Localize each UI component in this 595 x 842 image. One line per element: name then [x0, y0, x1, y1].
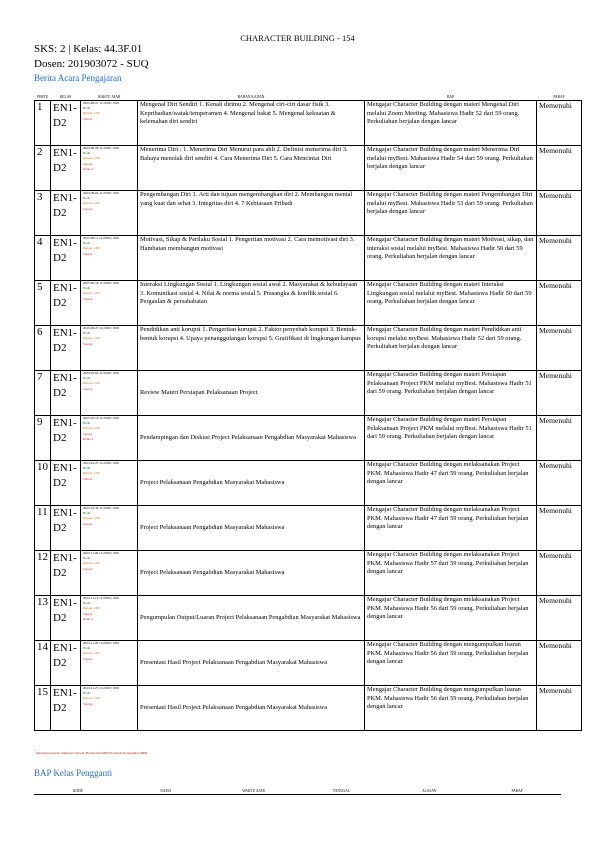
row-pertemuan: 10	[35, 461, 51, 506]
row-bahan-kajian: Presentasi Hasil Project Pelaksanaan Pengabdian Masyarakat Mahasiswa	[138, 686, 365, 731]
col-header-paraf-2: PARAF	[473, 788, 561, 795]
row-kelas: EN1-D2	[51, 101, 81, 146]
row-bahan-kajian: Pengembangan Diri 1. Arti dan tujuan mengembangkan diri 2. Membangun mental yang kuat dan sehat 3. Integritas diri 4. 7 Kebiasaan Pribadi	[138, 191, 365, 236]
row-bahan-kajian: Menerima Diri : 1. Menerima Diri Menurut para ahli 2. Definisi menerima diri 3. Bahaya menolak diri sendiri 4. Cara Menerima Diri 5. Cara Mencintai Diri	[138, 146, 365, 191]
table-row	[35, 506, 582, 551]
row-waktu-status: Selesai	[83, 476, 93, 481]
row-kelas: EN1-D2	[51, 686, 81, 731]
row-bahan-kajian: Project Pelaksanaan Pengabdian Masyarakat Mahasiswa	[138, 461, 365, 506]
row-waktu-hadir: Hadir	[83, 106, 91, 111]
row-waktu	[81, 371, 138, 416]
row-bap: Mengajar Character Building dengan melaksanakan Project PKM. Mahasiswa Hadir 47 dari 59 orang. Perkuliahan berjalan dengan lancar	[365, 506, 537, 551]
row-waktu-durasi: Durasi: 1:00	[83, 516, 100, 521]
row-waktu	[81, 236, 138, 281]
row-kelas: EN1-D2	[51, 506, 81, 551]
row-waktu-durasi: Durasi: 1:00	[83, 696, 100, 701]
row-pertemuan: 9	[35, 416, 51, 461]
row-paraf: Memenuhi	[537, 416, 582, 461]
row-kelas: EN1-D2	[51, 146, 81, 191]
dosen-info: Dosen: 201903072 - SUQ	[34, 58, 149, 70]
row-waktu-date: 2023-11-13 11:20:00 | 0:00	[83, 596, 119, 600]
row-bahan-kajian: Pendidikan anti korupsi 1. Pengertian korupsi 2. Faktor penyebab korupsi 3. Bentuk-bentuk korupsi 4. Upaya penanggulangan korupsi 5. Gratifikasi di lingkungan kampus	[138, 326, 365, 371]
row-waktu-durasi: Durasi: 1:00	[83, 111, 100, 116]
row-pertemuan: 3	[35, 191, 51, 236]
row-pertemuan: 5	[35, 281, 51, 326]
row-waktu-durasi: Durasi: 1:00	[83, 381, 100, 386]
row-waktu-date: 2023-09-04 11:20:00 | 0:00	[83, 191, 119, 195]
table-row	[35, 596, 582, 641]
row-waktu-hadir: Hadir	[83, 241, 91, 246]
table-row	[35, 281, 582, 326]
row-bap: Mengajar Character Building dengan materi Menerima Diri melalui myBest. Mahasiswa Hadir 54 dari 59 orang. Perkuliahan berjalan dengan lancar	[365, 146, 537, 191]
row-bap: Mengajar Character Building dengan materi Pengembangan Diri melalui myBest. Mahasiswa Hadir 53 dari 59 orang. Perkuliahan berjalan dengan lancar	[365, 191, 537, 236]
bap-table-body	[35, 101, 582, 731]
row-bap: Mengajar Character Building dengan materi Interaksi Lingkungan sosial melalui myBest. Mahasiswa Hadir 50 dari 59 orang. Perkuliahan berjalan dengan lancar	[365, 281, 537, 326]
row-waktu-hadir: Hadir	[83, 646, 91, 651]
row-waktu	[81, 506, 138, 551]
row-waktu-status: Selesai	[83, 161, 93, 166]
row-paraf: Memenuhi	[537, 236, 582, 281]
row-waktu-info: Kelas 2	[83, 616, 93, 621]
row-paraf: Memenuhi	[537, 461, 582, 506]
row-paraf: Memenuhi	[537, 686, 582, 731]
table-row	[35, 191, 582, 236]
table-row	[35, 326, 582, 371]
row-waktu-date: 2023-10-02 11:20:00 | 0:00	[83, 371, 119, 375]
row-pertemuan: 14	[35, 641, 51, 686]
row-waktu-status: Selesai	[83, 656, 93, 661]
row-waktu-hadir: Hadir	[83, 466, 91, 471]
row-waktu-date: 2023-10-16 11:20:00 | 0:00	[83, 416, 119, 420]
row-kelas: EN1-D2	[51, 371, 81, 416]
col-header-alasan: ALASAN	[385, 788, 473, 795]
row-waktu-date: 2023-11-27 11:20:00 | 0:00	[83, 686, 119, 690]
row-waktu-hadir: Hadir	[83, 421, 91, 426]
pengganti-table	[34, 788, 561, 795]
row-waktu-date: 2023-08-21 11:20:00 | 0:00	[83, 101, 119, 105]
row-bap: Mengajar Character Building dengan melaksanakan Project PKM. Mahasiswa Hadir 57 dari 59 orang. Perkuliahan berjalan dengan lancar	[365, 551, 537, 596]
table-row	[35, 641, 582, 686]
row-waktu-durasi: Durasi: 1:00	[83, 561, 100, 566]
row-kelas: EN1-D2	[51, 326, 81, 371]
row-waktu-info: Kelas 2	[83, 166, 93, 171]
pengganti-table-header	[34, 788, 561, 795]
row-waktu-date: 2023-09-11 11:20:00 | 0:00	[83, 236, 119, 240]
row-waktu-info: Kelas 2	[83, 436, 93, 441]
row-pertemuan: 1	[35, 101, 51, 146]
row-waktu-durasi: Durasi: 1:00	[83, 471, 100, 476]
table-row	[35, 371, 582, 416]
row-bap: Mengajar Character Building dengan materi Persiapan Pelaksanaan Project PKM melalui myBest. Mahasiswa Hadir 51 dari 59 orang. Perkuliahan berjalan dengan lancar	[365, 416, 537, 461]
row-waktu-date: 2023-08-28 11:20:00 | 0:00	[83, 146, 119, 150]
table-row	[35, 416, 582, 461]
row-paraf: Memenuhi	[537, 596, 582, 641]
row-waktu-status: Selesai	[83, 611, 93, 616]
footnote: *Jam Selesai Kelas Menurut Jadwal, BerdasarkanBUKS untuk mengajukan BPR.	[34, 749, 149, 756]
row-kelas: EN1-D2	[51, 641, 81, 686]
row-kelas: EN1-D2	[51, 596, 81, 641]
row-paraf: Memenuhi	[537, 326, 582, 371]
row-waktu-status: Selesai	[83, 521, 93, 526]
row-waktu-status: Selesai	[83, 116, 93, 121]
row-waktu-hadir: Hadir	[83, 196, 91, 201]
row-waktu-durasi: Durasi: 1:00	[83, 426, 100, 431]
row-waktu-durasi: Durasi: 1:00	[83, 336, 100, 341]
row-paraf: Memenuhi	[537, 101, 582, 146]
col-header-pertemuan: PERTE	[35, 94, 51, 101]
row-pertemuan: 13	[35, 596, 51, 641]
row-waktu	[81, 551, 138, 596]
row-waktu	[81, 146, 138, 191]
row-waktu-durasi: Durasi: 1:00	[83, 201, 100, 206]
row-kelas: EN1-D2	[51, 236, 81, 281]
row-waktu-status: Selesai	[83, 566, 93, 571]
table-row	[35, 236, 582, 281]
row-waktu-date: 2023-09-18 11:20:00 | 0:00	[83, 281, 119, 285]
row-kelas: EN1-D2	[51, 281, 81, 326]
col-header-kode: KODE	[34, 788, 122, 795]
row-bahan-kajian: Project Pelaksanaan Pengabdian Masyarakat Mahasiswa	[138, 551, 365, 596]
row-waktu-durasi: Durasi: 1:00	[83, 291, 100, 296]
row-bap: Mengajar Character Building dengan mengumpulkan luaran PKM. Mahasiswa Hadir 56 dari 59 orang. Perkuliahan berjalan dengan lancar	[365, 686, 537, 731]
row-waktu-status: Selesai	[83, 341, 93, 346]
row-waktu-date: 2023-11-06 11:20:00 | 0:00	[83, 551, 119, 555]
row-pertemuan: 12	[35, 551, 51, 596]
row-pertemuan: 4	[35, 236, 51, 281]
row-waktu-hadir: Hadir	[83, 556, 91, 561]
col-header-nama: NAMA	[122, 788, 210, 795]
row-bahan-kajian: Review Materi Persiapan Pelaksanaan Project	[138, 371, 365, 416]
col-header-bap: BAP	[365, 94, 537, 101]
row-waktu-status: Selesai	[83, 296, 93, 301]
row-waktu-status: Selesai	[83, 206, 93, 211]
row-bap: Mengajar Character Building dengan materi Pendidikan anti korupsi melalui myBest. Mahasiswa Hadir 52 dari 59 orang. Perkuliahan berjalan dengan lancar	[365, 326, 537, 371]
row-waktu-status: Selesai	[83, 386, 93, 391]
col-header-waktu-ajar: WAKTU AJAR	[210, 788, 298, 795]
row-bahan-kajian: Pengumpulan Output/Luaran Project Pelaksanaan Pengabdian Masyarakat Mahasiswa	[138, 596, 365, 641]
row-pertemuan: 6	[35, 326, 51, 371]
row-bap: Mengajar Character Building dengan melaksanakan Project PKM. Mahasiswa Hadir 56 dari 59 orang. Perkuliahan berjalan dengan lancar	[365, 596, 537, 641]
row-waktu-durasi: Durasi: 1:00	[83, 156, 100, 161]
row-waktu-status: Selesai	[83, 701, 93, 706]
row-pertemuan: 2	[35, 146, 51, 191]
row-waktu	[81, 191, 138, 236]
row-waktu-hadir: Hadir	[83, 331, 91, 336]
table-row	[35, 101, 582, 146]
row-waktu-hadir: Hadir	[83, 376, 91, 381]
row-waktu-date: 2023-10-23 11:20:00 | 0:00	[83, 461, 119, 465]
row-bap: Mengajar Character Building dengan materi Motivasi, sikap, dan interaksi sosial melalui myBest. Mahasiswa Hadir 50 dari 59 orang. Perkuliahan berjalan dengan lancar	[365, 236, 537, 281]
col-header-waktu: WAKTU AJAR	[81, 94, 138, 101]
table-row	[35, 146, 582, 191]
row-paraf: Memenuhi	[537, 191, 582, 236]
row-pertemuan: 7	[35, 371, 51, 416]
row-waktu	[81, 596, 138, 641]
section-heading-bap: Berita Acara Pengajaran	[34, 73, 122, 83]
row-waktu-hadir: Hadir	[83, 601, 91, 606]
row-kelas: EN1-D2	[51, 461, 81, 506]
row-waktu-hadir: Hadir	[83, 151, 91, 156]
footnote-text: Jam Selesai Kelas Menurut Jadwal, BerdasarkanBUKS untuk mengajukan BPR.	[35, 751, 149, 756]
table-row	[35, 461, 582, 506]
row-bahan-kajian: Mengenal Diri Sendiri 1. Kenali dirimu 2. Mengenal ciri-ciri dasar fisik 3. Kepribadian/watak/temperamen 4. Mengenal bakat 5. Mengenal kekuatan & kelemahan diri sendiri	[138, 101, 365, 146]
row-waktu-hadir: Hadir	[83, 286, 91, 291]
col-header-tanggal: TANGGAL	[297, 788, 385, 795]
row-waktu-hadir: Hadir	[83, 511, 91, 516]
row-bahan-kajian: Presentasi Hasil Project Pelaksanaan Pengabdian Masyarakat Mahasiswa	[138, 641, 365, 686]
row-kelas: EN1-D2	[51, 191, 81, 236]
row-paraf: Memenuhi	[537, 371, 582, 416]
row-paraf: Memenuhi	[537, 551, 582, 596]
row-bahan-kajian: Project Pelaksanaan Pengabdian Masyarakat Mahasiswa	[138, 506, 365, 551]
row-waktu-status: Selesai	[83, 431, 93, 436]
row-bap: Mengajar Character Building dengan materi Mengenal Diri melalui Zoom Meeting. Mahasiswa Hadir 52 dari 59 orang. Perkuliahan berjalan dengan lancar	[365, 101, 537, 146]
col-header-kelas: KELAS	[51, 94, 81, 101]
table-row	[35, 686, 582, 731]
row-paraf: Memenuhi	[537, 641, 582, 686]
row-bahan-kajian: Interaksi Lingkungan Sosial 1. Lingkungan sosial awal 2. Masyarakat & kebudayaan 3. Komunikasi sosial 4. Nilai & norma sosial 5. Prasangka & konflik sosial 6. Pergaulan & persahabatan	[138, 281, 365, 326]
row-bap: Mengajar Character Building dengan materi Persiapan Pelaksanaan Project PKM melalui myBest. Mahasiswa Hadir 51 dari 59 orang. Perkuliahan berjalan dengan lancar	[365, 371, 537, 416]
row-waktu-durasi: Durasi: 1:00	[83, 606, 100, 611]
row-kelas: EN1-D2	[51, 551, 81, 596]
row-waktu	[81, 101, 138, 146]
row-waktu-date: 2023-11-20 11:20:00 | 0:00	[83, 641, 119, 645]
row-waktu-status: Selesai	[83, 251, 93, 256]
row-pertemuan: 15	[35, 686, 51, 731]
bap-table	[34, 94, 582, 731]
row-paraf: Memenuhi	[537, 146, 582, 191]
row-bahan-kajian: Motivasi, Sikap & Perilaku Sosial 1. Pengertian motivasi 2. Cara memotivasi diri 3. Hambatan membangun motivasi	[138, 236, 365, 281]
sks-kelas-info: SKS: 2 | Kelas: 44.3F.01	[34, 43, 143, 55]
row-bap: Mengajar Character Building dengan mengumpulkan luaran PKM. Mahasiswa Hadir 56 dari 59 orang. Perkuliahan berjalan dengan lancar	[365, 641, 537, 686]
row-pertemuan: 11	[35, 506, 51, 551]
row-waktu	[81, 461, 138, 506]
row-kelas: EN1-D2	[51, 416, 81, 461]
page-title: CHARACTER BUILDING - 154	[240, 33, 355, 43]
row-waktu	[81, 641, 138, 686]
col-header-bahan: BAHAN KAJIAN	[138, 94, 365, 101]
row-waktu-date: 2023-10-30 11:20:00 | 0:00	[83, 506, 119, 510]
row-bahan-kajian: Pendampingan dan Diskusi Project Pelaksanaan Pengabdian Masyarakat Mahasiswa	[138, 416, 365, 461]
row-waktu-hadir: Hadir	[83, 691, 91, 696]
row-waktu-durasi: Durasi: 1:00	[83, 246, 100, 251]
row-waktu	[81, 416, 138, 461]
row-waktu-durasi: Durasi: 1:00	[83, 651, 100, 656]
row-waktu-date: 2023-09-25 11:20:00 | 0:00	[83, 326, 119, 330]
row-waktu	[81, 686, 138, 731]
col-header-paraf: PARAF	[537, 94, 582, 101]
row-waktu	[81, 281, 138, 326]
row-paraf: Memenuhi	[537, 281, 582, 326]
row-bap: Mengajar Character Building dengan melaksanakan Project PKM. Mahasiswa Hadir 47 dari 59 orang. Perkuliahan berjalan dengan lancar	[365, 461, 537, 506]
row-waktu	[81, 326, 138, 371]
row-paraf: Memenuhi	[537, 506, 582, 551]
table-row	[35, 551, 582, 596]
section-heading-pengganti: BAP Kelas Pengganti	[34, 768, 113, 778]
